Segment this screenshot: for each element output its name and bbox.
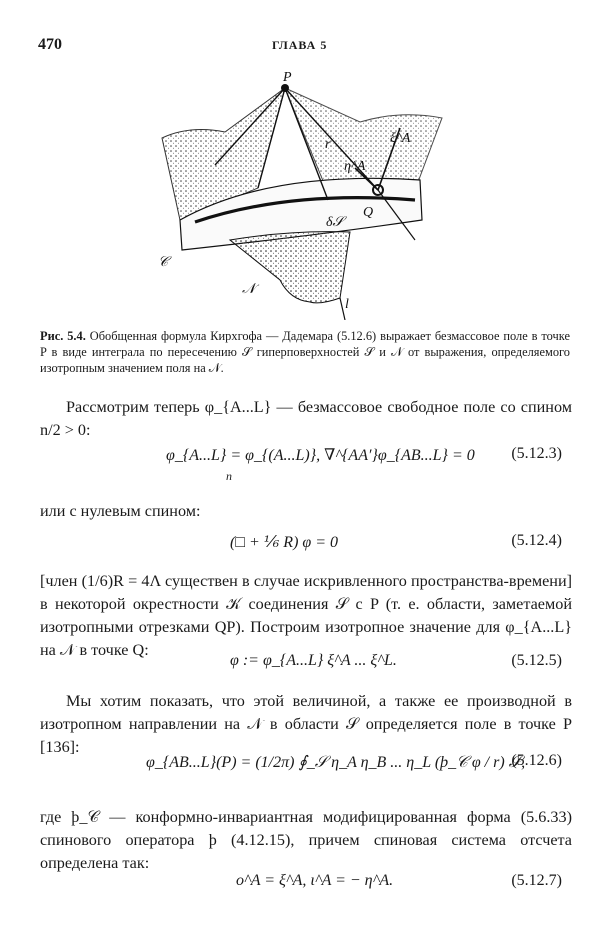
equation-body: φ_{A...L} = φ_{(A...L)}, ∇^{AA′}φ_{AB...L} = 0	[166, 447, 475, 464]
equation-5-12-3	[40, 445, 572, 483]
equation-body: φ := φ_{A...L} ξ^A ... ξ^L.	[230, 652, 397, 669]
point-P	[281, 84, 289, 92]
paragraph-1: Рассмотрим теперь φ_{A...L} — безмассовое свободное поле со спином n/2 > 0:	[40, 398, 572, 439]
paragraph-4: Мы хотим показать, что этой величиной, а также ее производной в изотропном направлении на 𝒩 в области 𝒮 определяется поле в точке P [136]:	[40, 692, 572, 756]
figure-caption	[40, 328, 570, 376]
paragraph-5: где þ_𝒞 — конформно-инвариантная модифицированная форма (5.6.33) спинового оператора þ (4.12.15), причем спиновая система отсчета определена так:	[40, 808, 572, 872]
kirchhoff-figure	[150, 70, 450, 320]
paragraph-3: [член (1/6)R = 4Λ существен в случае искривленного пространства-времени] в некоторой окрестности 𝒦 соединения 𝒮 с P (т. е. области, заметаемой изотропными отрезками QP). Построим изотропное значение для φ_{A...L} на 𝒩 в точке Q:	[40, 572, 572, 659]
label-P: P	[283, 70, 292, 85]
caption-text: Обобщенная формула Кирхгофа — Дадемара (5.12.6) выражает безмассовое поле в точке P в виде интеграла по пересечению 𝒮 гиперповерхностей 𝒮 и 𝒩 от выражения, определяемого изотропным значением поля на 𝒩.	[40, 329, 570, 375]
equation-5-12-7	[40, 872, 572, 902]
equation-underbrace-label: n	[226, 469, 232, 483]
equation-5-12-6	[40, 752, 572, 782]
label-Q: Q	[363, 205, 374, 220]
equation-5-12-4	[40, 532, 572, 562]
equation-number: (5.12.7)	[511, 872, 562, 889]
page-number: 470	[38, 36, 62, 53]
label-r: r	[325, 137, 331, 152]
paragraph-2: или с нулевым спином:	[40, 502, 201, 520]
equation-number: (5.12.3)	[511, 445, 562, 462]
label-eta: η^A	[344, 159, 366, 174]
equation-5-12-5	[40, 652, 572, 682]
equation-body: (□ + ⅙ R) φ = 0	[230, 534, 339, 551]
label-N: 𝒩	[242, 282, 256, 297]
equation-number: (5.12.4)	[511, 532, 562, 549]
caption-label: Рис. 5.4.	[40, 329, 86, 343]
label-xi: ξ^A	[390, 131, 411, 146]
running-head: ГЛАВА 5	[272, 38, 328, 52]
equation-number: (5.12.6)	[511, 752, 562, 769]
equation-body: φ_{AB...L}(P) = (1/2π) ∮_𝒮 η_A η_B ... η_L (þ_𝒞 φ / r) 𝒮,	[146, 754, 526, 771]
label-C: 𝒞	[158, 255, 169, 270]
label-dS: δ𝒮	[326, 215, 344, 230]
label-l: l	[345, 297, 349, 312]
equation-number: (5.12.5)	[511, 652, 562, 669]
equation-body: o^A = ξ^A, ι^A = − η^A.	[236, 872, 394, 889]
